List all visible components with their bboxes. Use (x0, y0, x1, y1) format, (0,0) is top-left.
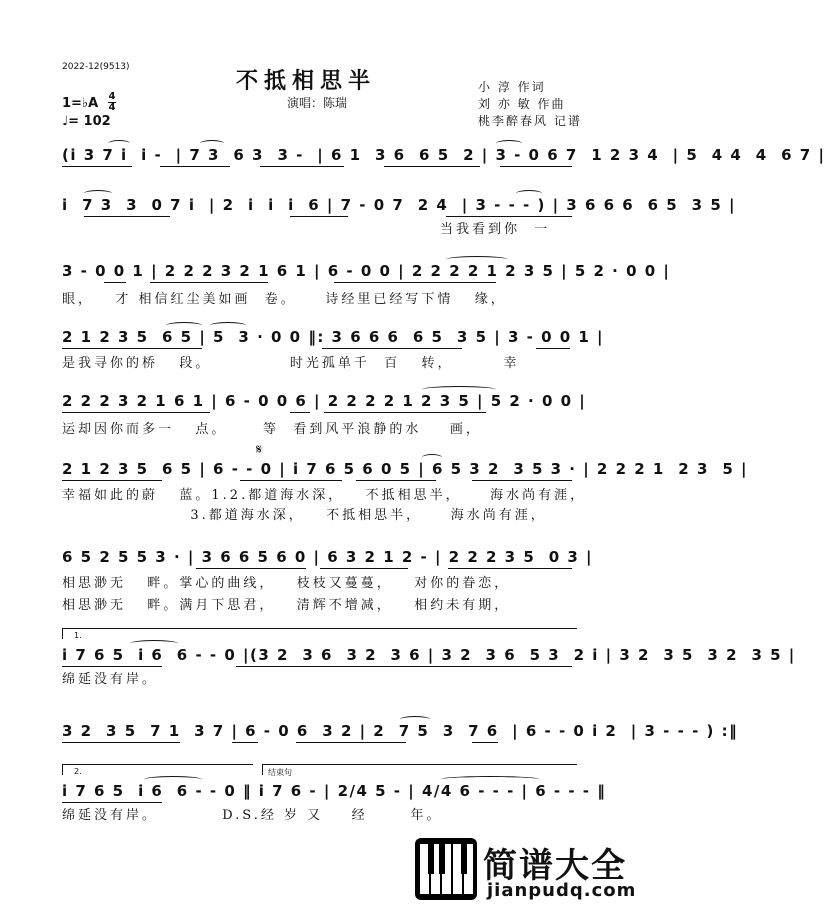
lyric-line-4: 是我寻你的桥 段。 时光孤单千 百 转， 幸 (62, 356, 520, 371)
tie-mark (200, 140, 224, 147)
beam-line (62, 666, 162, 667)
tie-mark (446, 256, 508, 263)
notation-line-8: i 7 6 5 i 6 6 - - 0 |(3 2 3 6 3 2 3 6 | 3 2 3 6 5 3 2 i | 3 2 3 5 3 2 3 5 | (62, 646, 796, 664)
beam-line (160, 166, 230, 167)
notation-line-3: 3 - 0 0 1 | 2 2 2 3 2 1 6 1 | 6 - 0 0 | 2 2 2 2 1 2 3 5 | 5 2 · 0 0 | (62, 262, 671, 280)
ending-bracket (262, 764, 577, 775)
volta-2-label: 2. (74, 767, 82, 776)
notation-line-7: 6 5 2 5 5 3 · | 3 6 6 5 6 0 | 6 3 2 1 2 - | 2 2 2 3 5 0 3 | (62, 548, 593, 566)
lyric-line-10: 绵延没有岸。 D.S.经 岁 又 经 年。 (62, 808, 443, 823)
beam-line (296, 742, 406, 743)
beam-line (536, 348, 570, 349)
beam-line (446, 216, 572, 217)
lyric-line-8: 绵延没有岸。 (62, 672, 159, 687)
beam-line (500, 166, 572, 167)
composer-credit: 刘 亦 敏 作曲 (478, 97, 566, 111)
ending-label: 结束句 (268, 768, 292, 777)
notation-line-2: i 7 3 3 0 7 i | 2 i i i 6 | 7 - 0 7 2 4 | 3 - - - ) | 3 6 6 6 6 5 3 5 | (62, 196, 736, 214)
beam-line (448, 568, 572, 569)
time-denominator: 4 (108, 102, 116, 113)
lyric-line-7a: 相思渺无 畔。掌心的曲线， 枝枝又蔓蔓， 对你的眷恋， (62, 576, 511, 591)
tie-mark (166, 322, 202, 329)
time-signature (108, 92, 116, 113)
volta-2-bracket (62, 764, 253, 775)
beam-line (196, 568, 306, 569)
brand-name: 简谱大全 (483, 846, 627, 886)
beam-line (150, 282, 268, 283)
lyricist-credit: 小 淳 作词 (478, 80, 546, 94)
score-code: 2022-12(9513) (62, 62, 130, 72)
beam-line (290, 412, 310, 413)
tie-mark (144, 776, 202, 783)
segno-sign: 𝄋 (256, 442, 263, 458)
lyric-line-2: 当我看到你 一 (62, 222, 551, 237)
notation-line-4: 2 1 2 3 5 6 5 | 5 3 · 0 0 ‖: 3 6 6 6 6 5 3 5 | 3 - 0 0 1 | (62, 328, 605, 346)
beam-line (290, 216, 348, 217)
lyric-line-3: 眼， 才 相信红尘美如画 卷。 诗经里已经写下情 缘， (62, 292, 507, 307)
page-title: 不抵相思半 (236, 68, 377, 94)
beam-line (232, 742, 258, 743)
site-logo[interactable] (415, 838, 635, 900)
tie-mark (516, 190, 542, 197)
volta-1-label: 1. (74, 631, 82, 640)
tie-mark (108, 140, 130, 147)
lyric-line-6a: 幸福如此的蔚 蓝。1.2.都道海水深， 不抵相思半， 海水尚有涯， (62, 488, 587, 503)
notation-line-1: (i 3 7 i i - | 7 3 6 3 3 - | 6 1 3 6 6 5 2 | 3 - 0 6 7 1 2 3 4 | 5 4 4 4 6 7 | (62, 146, 825, 164)
beam-line (62, 480, 162, 481)
tie-mark (422, 454, 442, 461)
tie-mark (496, 140, 522, 147)
beam-line (320, 568, 408, 569)
time-numerator: 4 (108, 91, 116, 102)
tie-mark (422, 386, 496, 393)
notation-line-10: i 7 6 5 i 6 6 - - 0 ‖ i 7 6 - | 2/4 5 - | 4/4 6 - - - | 6 - - - ‖ (62, 782, 607, 800)
beam-line (334, 282, 496, 283)
beam-line (384, 166, 480, 167)
lyric-line-6b: 3.都道海水深， 不抵相思半， 海水尚有涯， (62, 508, 547, 523)
notation-line-5: 2 2 2 3 2 1 6 1 | 6 - 0 0 6 | 2 2 2 2 1 2 3 5 | 5 2 · 0 0 | (62, 392, 587, 410)
lyric-line-7b: 相思渺无 畔。满月下思君， 清辉不增减， 相约未有期， (62, 598, 511, 613)
beam-line (322, 348, 462, 349)
beam-line (324, 412, 486, 413)
transcriber-credit: 桃李醉春风 记谱 (478, 114, 582, 128)
beam-line (236, 666, 572, 667)
beam-line (84, 216, 170, 217)
notation-line-9: 3 2 3 5 7 1 3 7 | 6 - 0 6 3 2 | 2 7 5 3 7 6 | 6 - - 0 i 2 | 3 - - - ) :‖ (62, 722, 739, 740)
beam-line (62, 742, 180, 743)
brand-url[interactable]: jianpudq.com (487, 880, 637, 901)
tempo-marking: ♩= 102 (62, 114, 111, 129)
beam-line (62, 802, 162, 803)
beam-line (62, 166, 132, 167)
piano-icon (415, 838, 477, 900)
beam-line (62, 412, 210, 413)
volta-1-bracket (62, 628, 577, 639)
notation-line-6: 2 1 2 3 5 6 5 | 6 - - 0 | i 7 6 5 6 0 5 | 6 5 3 2 3 5 3 · | 2 2 2 1 2 3 5 | (62, 460, 748, 478)
singer-credit: 演唱：陈瑞 (287, 96, 348, 110)
beam-line (356, 480, 436, 481)
beam-line (104, 282, 126, 283)
beam-line (62, 348, 202, 349)
tie-mark (84, 190, 112, 197)
tie-mark (130, 640, 178, 647)
tie-mark (440, 776, 540, 783)
beam-line (240, 480, 342, 481)
beam-line (472, 480, 572, 481)
beam-line (260, 166, 344, 167)
beam-line (472, 742, 498, 743)
lyric-line-5: 运却因你而多一 点。 等 看到风平浪静的水 画， (62, 422, 482, 437)
key-signature: 1=♭A (62, 96, 99, 111)
tie-mark (210, 322, 246, 329)
tie-mark (400, 716, 430, 723)
